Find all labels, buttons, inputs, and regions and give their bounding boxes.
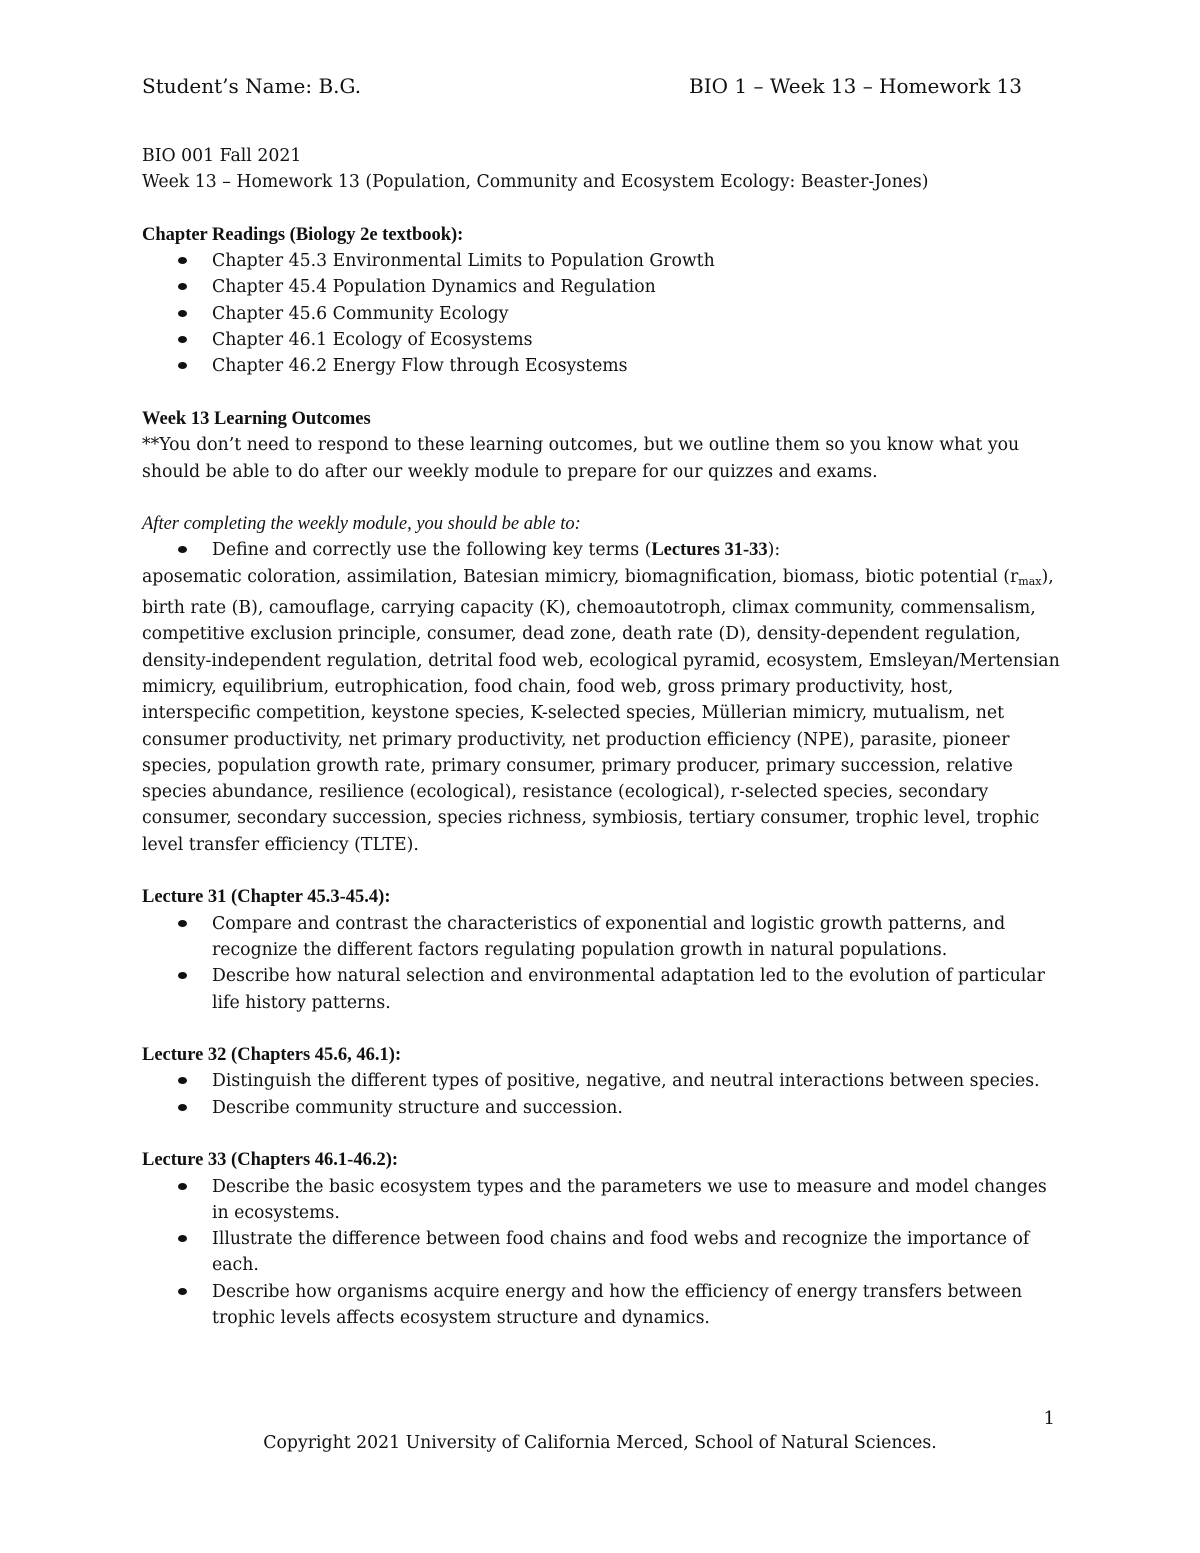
bullet-icon xyxy=(178,1077,187,1084)
header-course-week: BIO 1 – Week 13 – Homework 13 xyxy=(689,74,1022,98)
lecture-32-heading: Lecture 32 (Chapters 45.6, 46.1): xyxy=(142,1045,402,1066)
lecture-33-list xyxy=(142,1174,1067,1332)
lecture-33-heading: Lecture 33 (Chapters 46.1-46.2): xyxy=(142,1150,399,1171)
list-item: Define and correctly use the following key terms (Lectures 31-33): xyxy=(142,537,1067,563)
bullet-icon xyxy=(178,920,187,927)
lecture-31-heading: Lecture 31 (Chapter 45.3-45.4): xyxy=(142,887,391,908)
bullet-icon xyxy=(178,336,187,343)
bullet-icon xyxy=(178,362,187,369)
outcomes-lead: After completing the weekly module, you should be able to: xyxy=(142,514,581,535)
document-body xyxy=(142,143,1067,1331)
outcomes-heading: Week 13 Learning Outcomes xyxy=(142,408,371,429)
list-item: Chapter 45.3 Environmental Limits to Population Growth xyxy=(142,248,1067,274)
list-item: Describe community structure and succession. xyxy=(142,1095,1067,1121)
list-item: Illustrate the difference between food chains and food webs and recognize the importance of each. xyxy=(142,1226,1067,1279)
bullet-icon xyxy=(178,1288,187,1295)
header-student-name: Student’s Name: B.G. xyxy=(142,74,362,98)
list-item: Compare and contrast the characteristics of exponential and logistic growth patterns, and recognize the different factors regulating population growth in natural populations. xyxy=(142,911,1067,964)
list-item: Chapter 45.4 Population Dynamics and Regulation xyxy=(142,274,1067,300)
list-item: Chapter 46.1 Ecology of Ecosystems xyxy=(142,327,1067,353)
bullet-icon xyxy=(178,546,187,553)
bullet-icon xyxy=(178,310,187,317)
list-item: Chapter 45.6 Community Ecology xyxy=(142,301,1067,327)
outcomes-note: **You don’t need to respond to these learning outcomes, but we outline them so you know what you should be able to do after our weekly module to prepare for our quizzes and exams. xyxy=(142,435,1020,482)
bullet-icon xyxy=(178,972,187,979)
list-item: Describe how organisms acquire energy and how the efficiency of energy transfers between trophic levels affects ecosystem structure and dynamics. xyxy=(142,1279,1067,1332)
key-terms-paragraph: aposematic coloration, assimilation, Batesian mimicry, biomagnification, biomass, biotic potential $(r_{max})$, birth rate (B), camouflage, carrying capacity (K), chemoautotroph, climax community, commensalism, competitive exclusion principle, consumer, dead zone, death rate (D), density-dependent regulation, density-independent regulation, detrital food web, ecological pyramid, ecosystem, Emsleyan/Mertensian mimicry, equilibrium, eutrophication, food chain, food web, gross primary productivity, host, interspecific competition, keystone species, K-selected species, Müllerian mimicry, mutualism, net consumer productivity, net primary productivity, net production efficiency (NPE), parasite, pioneer species, population growth rate, primary consumer, primary producer, primary succession, relative species abundance, resilience (ecological), resistance (ecological), r-selected species, secondary consumer, secondary succession, species richness, symbiosis, tertiary consumer, trophic level, trophic level transfer efficiency (TLTE). xyxy=(142,566,1060,855)
define-list xyxy=(142,537,1067,563)
lecture-31-list xyxy=(142,911,1067,1016)
list-item: Distinguish the different types of positive, negative, and neutral interactions between species. xyxy=(142,1068,1067,1094)
lecture-32-list xyxy=(142,1068,1067,1121)
page-number: 1 xyxy=(1043,1408,1055,1429)
bullet-icon xyxy=(178,283,187,290)
list-item: Describe how natural selection and environmental adaptation led to the evolution of particular life history patterns. xyxy=(142,963,1067,1016)
readings-heading: Chapter Readings (Biology 2e textbook): xyxy=(142,224,464,245)
readings-list xyxy=(142,248,1067,379)
homework-title: Week 13 – Homework 13 (Population, Community and Ecosystem Ecology: Beaster-Jones) xyxy=(142,172,929,193)
copyright-footer: Copyright 2021 University of California Merced, School of Natural Sciences. xyxy=(263,1433,937,1453)
bullet-icon xyxy=(178,1183,187,1190)
bullet-icon xyxy=(178,257,187,264)
bullet-icon xyxy=(178,1104,187,1111)
list-item: Chapter 46.2 Energy Flow through Ecosystems xyxy=(142,353,1067,379)
list-item: Describe the basic ecosystem types and the parameters we use to measure and model changes in ecosystems. xyxy=(142,1174,1067,1227)
bullet-icon xyxy=(178,1235,187,1242)
course-line: BIO 001 Fall 2021 xyxy=(142,146,302,166)
